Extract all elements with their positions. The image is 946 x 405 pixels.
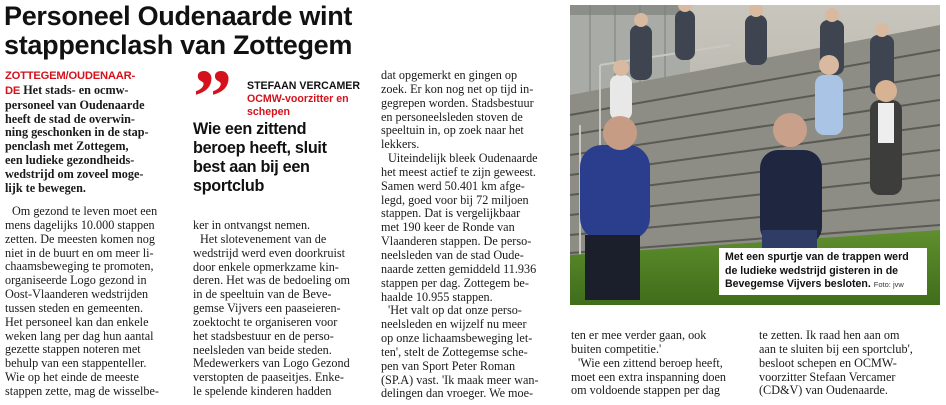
headline-line-2: stappenclash van Zottegem	[4, 30, 353, 60]
lead-line: penclash met Zottegem,	[5, 139, 129, 154]
headline-line-1: Personeel Oudenaarde wint	[4, 1, 353, 31]
lead-line-1: Het stads- en ocmw-	[23, 82, 129, 97]
body-column-3: dat opgemerkt en gingen op zoek. Er kon nog net op tijd in- gegrepen worden. Stadsbestuur en personeelsleden stoven de speeltuin in, op zoek naar het lekkers. Uiteindelijk bleek Oudenaarde het meest actief te zijn geweest. Samen werd 50.401 km afge- legd, goed voor bij 72 miljoen stappen. Dat is vergelijkbaar met 190 keer de Ronde van Vlaanderen stappen. De perso- neelsleden van de stad Oude- naarde zetten gemiddeld 11.936 stappen per dag. Zottegem be- haalde 10.955 stappen. 'Het valt op dat onze perso- neelsleden en wijzelf nu meer op onze lichaamsbeweging let- ten', stelt de Zottegemse sche- pen van Sport Peter Roman (SP.A) vast. 'Ik maak meer wan- delingen dan vroeger. We moe-	[381, 68, 539, 401]
lead-line: heeft de stad de overwin-	[5, 111, 135, 126]
body-column-5: te zetten. Ik raad hen aan om aan te sluiten bij een sportclub', besloot schepen en OCMW- voorzitter Stefaan Vercamer (CD&V) van Oudenaarde.	[759, 328, 913, 398]
body-column-2: ker in ontvangst nemen. Het slotevenement van de wedstrijd werd even doorkruist door enkele opmerkzame kin- deren. Het was de bedoeling om in de speeltuin van de Beve- gemse Vijvers een paaseieren- zoektocht te organiseren voor het stadsbestuur en de perso- neelsleden van beide steden. Medewerkers van Logo Gezond verstopten de paaseitjes. Enke- le spelende kinderen hadden	[193, 218, 351, 399]
lead-line: lijk te bewegen.	[5, 180, 86, 195]
quote-mark-icon: ”	[193, 53, 226, 140]
quote-author: STEFAAN VERCAMER	[247, 80, 361, 92]
photo-credit: Foto: jvw	[873, 280, 904, 290]
quote-text: Wie een zittend beroep heeft, sluit best aan bij een sportclub	[193, 120, 327, 195]
article-headline	[4, 2, 564, 60]
lead-line: wedstrijd om zoveel moge-	[5, 166, 144, 181]
photo-caption: Met een spurtje van de trappen werd de ludieke wedstrijd gisteren in de Bevegemse Vijvers besloten. Foto: jvw	[719, 248, 927, 295]
quote-author-role: OCMW-voorzitter en schepen	[247, 93, 349, 118]
article-lead	[5, 69, 187, 196]
lead-line: ning geschonken in de stap-	[5, 125, 149, 140]
dateline: ZOTTEGEM/OUDENAAR-	[5, 70, 136, 82]
dateline-end: DE	[5, 84, 21, 97]
body-column-4: ten er mee verder gaan, ook buiten competitie.' 'Wie een zittend beroep heeft, moet een extra inspanning doen om voldoende stappen per dag	[571, 328, 727, 398]
lead-line: personeel van Oudenaarde	[5, 97, 145, 112]
body-column-1: Om gezond te leven moet een mens dagelijks 10.000 stappen zetten. De meesten komen nog niet in de buurt en om meer li- chaamsbeweging te promoten, organiseerde Logo gezond in Oost-Vlaanderen wedstrijden tussen steden en gemeenten. Het personeel kan dan enkele weken lang per dag hun aantal gezette stappen noteren met behulp van een stappenteller. Wie op het einde de meeste stappen zette, mag de wisselbe-	[5, 204, 159, 398]
lead-line: een ludieke gezondheids-	[5, 153, 135, 168]
